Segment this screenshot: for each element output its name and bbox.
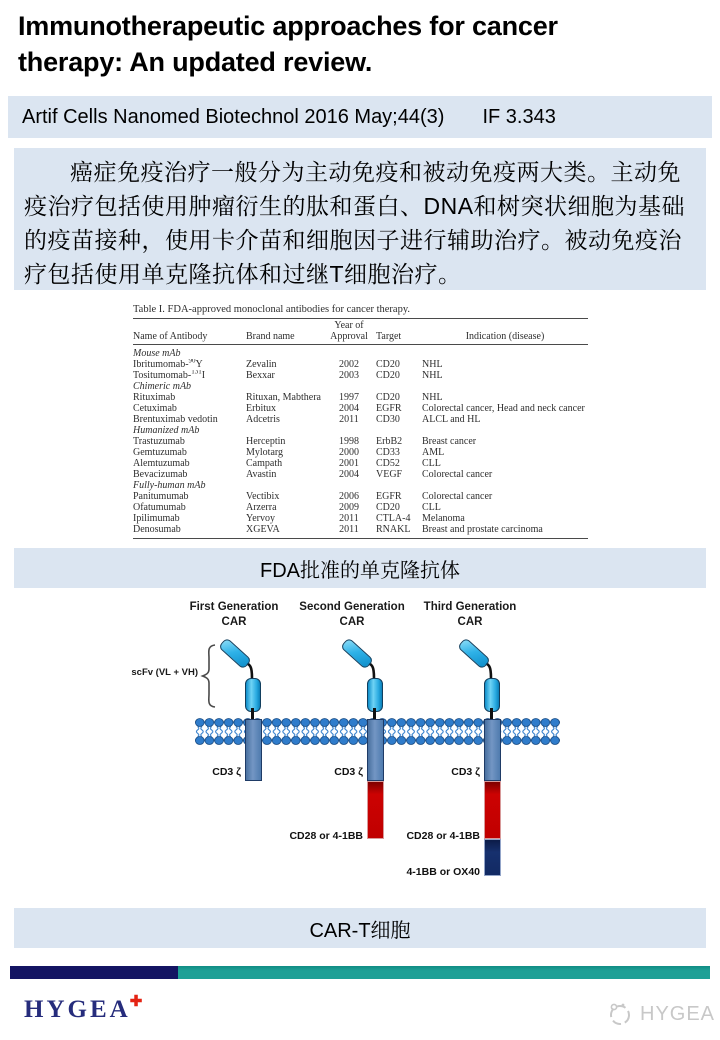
generation-label-line1: Second Generation <box>299 601 405 613</box>
domain-label: CD3 ζ <box>451 766 480 778</box>
cell-indication: NHL <box>422 392 443 403</box>
table-group-row <box>133 480 588 491</box>
table-group-label: Humanized mAb <box>133 425 200 436</box>
cell-indication: Breast cancer <box>422 436 477 447</box>
table-row <box>133 392 588 403</box>
cell-year: 2011 <box>339 524 359 535</box>
generation-label-line2: CAR <box>339 616 365 628</box>
mab-table <box>133 318 588 539</box>
cell-brand: Herceptin <box>246 436 286 447</box>
cell-brand: Vectibix <box>246 491 280 502</box>
cell-year: 2004 <box>339 469 359 480</box>
cell-year: 1997 <box>339 392 359 403</box>
costim-domain-red <box>484 781 501 839</box>
table-row <box>133 359 588 370</box>
cell-antibody-name: Trastuzumab <box>133 436 185 447</box>
cell-brand: Yervoy <box>246 513 275 524</box>
journal-bar <box>8 96 712 138</box>
scfv-bracket <box>203 645 216 707</box>
cell-antibody-name: Bevacizumab <box>133 469 188 480</box>
cell-year: 2003 <box>339 370 359 381</box>
abstract-paragraph: 癌症免疫治疗一般分为主动免疫和被动免疫两大类。主动免疫治疗包括使用肿瘤衍生的肽和蛋白、DNA和树突状细胞为基础的疫苗接种，使用卡介苗和细胞因子进行辅助治疗。被动免疫治疗包括使用单克隆抗体和过继T细胞治疗。 <box>14 148 706 290</box>
cell-indication: CLL <box>422 502 441 513</box>
col-header-target: Target <box>376 319 422 345</box>
cell-brand: Rituxan, Mabthera <box>246 392 321 403</box>
col-header-year <box>322 319 376 345</box>
generation-label-line1: First Generation <box>189 601 279 613</box>
scfv-stalk <box>367 678 383 712</box>
table-group-label: Chimeric mAb <box>133 381 192 392</box>
col-header-year-line1: Year of <box>334 320 364 331</box>
cell-antibody-name: Brentuximab vedotin <box>133 414 218 425</box>
table-group-row <box>133 381 588 392</box>
cell-brand: XGEVA <box>246 524 280 535</box>
cell-brand: Bexxar <box>246 370 275 381</box>
cell-brand: Erbitux <box>246 403 276 414</box>
col-header-name: Name of Antibody <box>133 319 246 345</box>
table-row <box>133 502 588 513</box>
cell-target: CD20 <box>376 392 400 403</box>
domain-label: 4-1BB or OX40 <box>406 866 480 878</box>
hygea-logo-text: HYGEA <box>24 996 131 1023</box>
cell-brand: Adcetris <box>246 414 280 425</box>
journal-citation: Artif Cells Nanomed Biotechnol 2016 May;44(3) <box>22 105 445 128</box>
domain-label: CD28 or 4-1BB <box>289 830 363 842</box>
impact-factor: IF 3.343 <box>482 105 556 128</box>
cell-indication: NHL <box>422 370 443 381</box>
table-row <box>133 513 588 524</box>
red-cross-icon: ✚ <box>129 994 143 1010</box>
cell-antibody-name: Panitumumab <box>133 491 189 502</box>
cell-indication: Breast and prostate carcinoma <box>422 524 543 535</box>
cell-antibody-name: Ofatumumab <box>133 502 186 513</box>
scfv-label: scFv (VL + VH) <box>131 667 198 678</box>
cell-antibody-name: Alemtuzumab <box>133 458 190 469</box>
cell-target: VEGF <box>376 469 403 480</box>
cell-target: EGFR <box>376 403 402 414</box>
cell-year: 2011 <box>339 414 359 425</box>
car-diagram <box>0 595 720 905</box>
table-header-row <box>133 319 588 345</box>
watermark-circle-icon <box>606 1000 634 1028</box>
caption-cart <box>14 908 706 948</box>
page-title: Immunotherapeutic approaches for cancer therapy: An updated review. <box>18 11 558 77</box>
table-row <box>133 447 588 458</box>
cell-target: EGFR <box>376 491 402 502</box>
cell-brand: Arzerra <box>246 502 277 513</box>
table-row <box>133 403 588 414</box>
table-row <box>133 469 588 480</box>
costim-domain-navy <box>484 839 501 876</box>
transmembrane-cd3-domain <box>484 719 501 781</box>
col-header-year-line2: Approval <box>330 331 368 342</box>
footer-teal-bar <box>178 966 710 979</box>
generation-label-line2: CAR <box>457 616 483 628</box>
watermark-logo <box>606 1000 715 1028</box>
cell-target: RNAKL <box>376 524 411 535</box>
cell-antibody-name: Ipilimumab <box>133 513 180 524</box>
costim-domain-red <box>367 781 384 839</box>
cell-year: 2006 <box>339 491 359 502</box>
cell-target: CD20 <box>376 502 400 513</box>
table-title: Table I. FDA-approved monoclonal antibodies for cancer therapy. <box>133 304 411 315</box>
cell-year: 2000 <box>339 447 359 458</box>
scfv-stalk <box>245 678 261 712</box>
mab-table-figure <box>133 304 591 539</box>
generation-label <box>390 600 550 630</box>
table-group-label: Mouse mAb <box>133 348 181 359</box>
hygea-logo <box>24 996 143 1024</box>
cell-year: 2001 <box>339 458 359 469</box>
cell-indication: Colorectal cancer, Head and neck cancer <box>422 403 585 414</box>
cell-antibody-name: Gemtuzumab <box>133 447 187 458</box>
footer-navy-bar <box>10 966 178 979</box>
cell-brand: Zevalin <box>246 359 277 370</box>
cell-brand: Mylotarg <box>246 447 284 458</box>
cell-year: 2011 <box>339 513 359 524</box>
table-group-label: Fully-human mAb <box>133 480 206 491</box>
table-row <box>133 524 588 539</box>
table-group-row <box>133 345 588 360</box>
caption-fda-mab <box>14 548 706 588</box>
cell-indication: AML <box>422 447 445 458</box>
cell-target: CD20 <box>376 370 400 381</box>
cell-target: CD52 <box>376 458 400 469</box>
cell-indication: ALCL and HL <box>422 414 481 425</box>
cell-antibody-name: Denosumab <box>133 524 181 535</box>
cell-brand: Campath <box>246 458 283 469</box>
table-row <box>133 370 588 381</box>
cell-target: CD20 <box>376 359 400 370</box>
table-row <box>133 491 588 502</box>
table-row <box>133 414 588 425</box>
domain-label: CD3 ζ <box>212 766 241 778</box>
generation-label-line1: Third Generation <box>423 601 517 613</box>
cell-target: CD33 <box>376 447 400 458</box>
caption-fda-text: FDA批准的单克隆抗体 <box>260 559 460 582</box>
cell-brand: Avastin <box>246 469 277 480</box>
scfv-stalk <box>484 678 500 712</box>
table-group-row <box>133 425 588 436</box>
cell-indication: NHL <box>422 359 443 370</box>
table-row <box>133 458 588 469</box>
cell-indication: CLL <box>422 458 441 469</box>
domain-label: CD28 or 4-1BB <box>406 830 480 842</box>
cell-indication: Colorectal cancer <box>422 491 493 502</box>
domain-label: CD3 ζ <box>334 766 363 778</box>
cell-year: 1998 <box>339 436 359 447</box>
cell-target: CTLA-4 <box>376 513 411 524</box>
transmembrane-cd3-domain <box>367 719 384 781</box>
cell-antibody-name: Ibritumomab-$^{90}$Y <box>133 359 203 370</box>
cell-year: 2004 <box>339 403 359 414</box>
cell-year: 2009 <box>339 502 359 513</box>
cell-antibody-name: Tositumomab-$^{131}$I <box>133 370 206 381</box>
cell-antibody-name: Cetuximab <box>133 403 177 414</box>
cell-year: 2002 <box>339 359 359 370</box>
caption-cart-text: CAR-T细胞 <box>309 919 411 942</box>
table-row <box>133 436 588 447</box>
cell-indication: Melanoma <box>422 513 465 524</box>
cell-target: ErbB2 <box>376 436 403 447</box>
cell-antibody-name: Rituximab <box>133 392 176 403</box>
generation-label-line2: CAR <box>221 616 247 628</box>
transmembrane-cd3-domain <box>245 719 262 781</box>
cell-indication: Colorectal cancer <box>422 469 493 480</box>
membrane-and-linkers-svg <box>0 595 720 905</box>
cell-target: CD30 <box>376 414 400 425</box>
col-header-indication: Indication (disease) <box>422 319 588 345</box>
watermark-text: HYGEA <box>640 1002 716 1025</box>
col-header-brand: Brand name <box>246 319 322 345</box>
